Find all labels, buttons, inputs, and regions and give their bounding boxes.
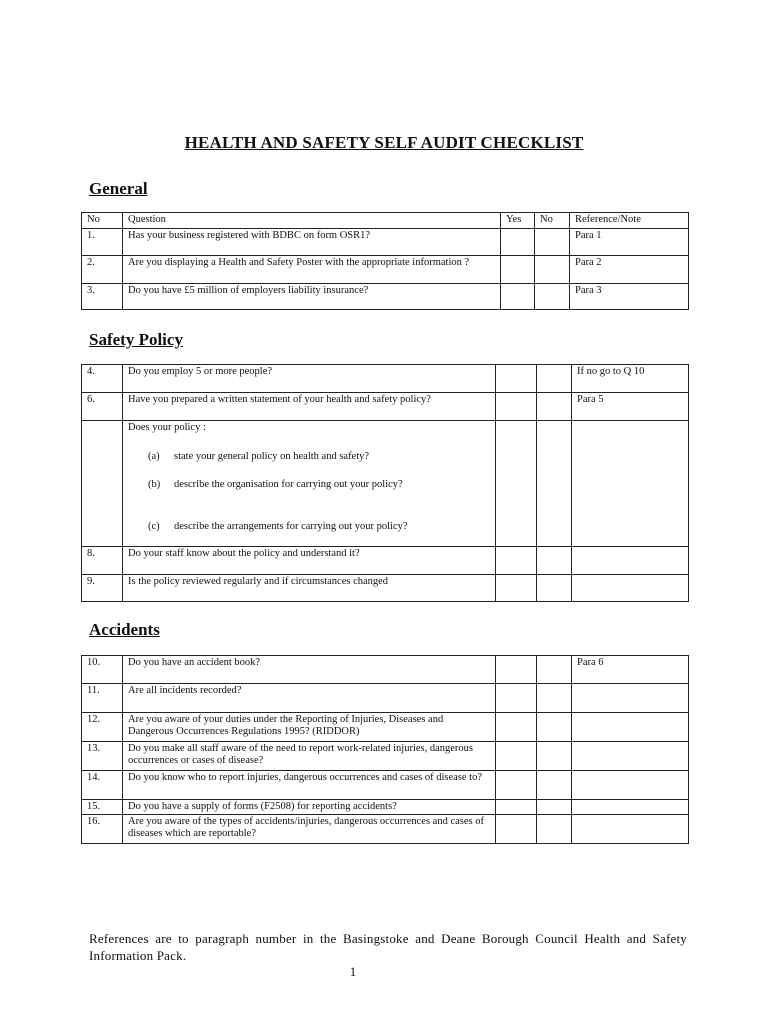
section-heading-safety-policy: Safety Policy — [89, 330, 183, 349]
yes-checkbox-cell[interactable] — [501, 229, 535, 256]
no-checkbox-cell[interactable] — [537, 656, 572, 684]
sub-item-text: state your general policy on health and safety? — [174, 451, 370, 462]
row-question: Do you know who to report injuries, dangerous occurrences and cases of disease to? — [123, 771, 496, 800]
row-question: Do you employ 5 or more people? — [123, 365, 496, 393]
general-checklist-table — [81, 212, 689, 310]
header-no-answer: No — [535, 213, 570, 229]
no-checkbox-cell[interactable] — [535, 256, 570, 284]
header-question: Question — [123, 213, 501, 229]
yes-checkbox-cell[interactable] — [496, 547, 537, 575]
row-question: Are you aware of the types of accidents/injuries, dangerous occurrences and cases of diseases which are reportable? — [123, 815, 496, 844]
header-yes: Yes — [501, 213, 535, 229]
row-reference: Para 3 — [570, 284, 689, 310]
row-reference — [572, 684, 689, 713]
table-row — [82, 656, 689, 684]
table-row — [82, 713, 689, 742]
table-row — [82, 365, 689, 393]
yes-checkbox-cell[interactable] — [496, 575, 537, 602]
no-checkbox-cell[interactable] — [537, 800, 572, 815]
yes-checkbox-cell[interactable] — [496, 713, 537, 742]
row-reference — [572, 815, 689, 844]
row-question: Do your staff know about the policy and understand it? — [123, 547, 496, 575]
yes-checkbox-cell[interactable] — [496, 742, 537, 771]
sub-item-letter: (b) — [148, 479, 161, 490]
yes-checkbox-cell[interactable] — [501, 284, 535, 310]
no-checkbox-cell[interactable] — [537, 713, 572, 742]
yes-checkbox-cell[interactable] — [496, 771, 537, 800]
no-checkbox-cell[interactable] — [535, 284, 570, 310]
table-row — [82, 575, 689, 602]
table-row — [82, 229, 689, 256]
table-row — [82, 393, 689, 421]
header-no: No — [82, 213, 123, 229]
table-row — [82, 284, 689, 310]
table-row — [82, 256, 689, 284]
row-number: 6. — [82, 393, 123, 421]
row-number: 12. — [82, 713, 123, 742]
table-row — [82, 771, 689, 800]
section-heading-accidents: Accidents — [89, 620, 160, 639]
yes-checkbox-cell[interactable] — [496, 393, 537, 421]
row-number: 15. — [82, 800, 123, 815]
row-question: Has your business registered with BDBC on form OSR1? — [123, 229, 501, 256]
policy-question-intro: Does your policy : — [128, 422, 206, 433]
table-row — [82, 815, 689, 844]
yes-checkbox-cell[interactable] — [496, 365, 537, 393]
row-reference — [572, 713, 689, 742]
row-number: 1. — [82, 229, 123, 256]
table-row — [82, 684, 689, 713]
row-reference — [572, 742, 689, 771]
row-question: Are all incidents recorded? — [123, 684, 496, 713]
row-number: 9. — [82, 575, 123, 602]
no-checkbox-cell[interactable] — [537, 547, 572, 575]
yes-checkbox-cell[interactable] — [496, 421, 537, 547]
no-checkbox-cell[interactable] — [537, 421, 572, 547]
row-question: Do you have a supply of forms (F2508) for reporting accidents? — [123, 800, 496, 815]
no-checkbox-cell[interactable] — [537, 393, 572, 421]
policy-sub-item — [128, 451, 491, 463]
row-reference: Para 2 — [570, 256, 689, 284]
yes-checkbox-cell[interactable] — [496, 684, 537, 713]
row-reference — [572, 771, 689, 800]
row-reference: Para 6 — [572, 656, 689, 684]
row-reference — [572, 547, 689, 575]
yes-checkbox-cell[interactable] — [496, 815, 537, 844]
sub-item-text: describe the arrangements for carrying out your policy? — [174, 521, 408, 532]
row-reference — [572, 800, 689, 815]
no-checkbox-cell[interactable] — [537, 815, 572, 844]
row-number: 10. — [82, 656, 123, 684]
row-reference: Para 5 — [572, 393, 689, 421]
accidents-checklist-table — [81, 655, 689, 844]
table-row — [82, 547, 689, 575]
table-row — [82, 800, 689, 815]
row-number: 4. — [82, 365, 123, 393]
references-footnote: References are to paragraph number in the Basingstoke and Deane Borough Council Health and Safety Information Pack. — [89, 931, 687, 963]
no-checkbox-cell[interactable] — [537, 771, 572, 800]
document-title: HEALTH AND SAFETY SELF AUDIT CHECKLIST — [184, 133, 584, 152]
sub-item-letter: (c) — [148, 521, 160, 532]
row-question: Are you displaying a Health and Safety Poster with the appropriate information ? — [123, 256, 501, 284]
row-number: 3. — [82, 284, 123, 310]
row-number: 8. — [82, 547, 123, 575]
row-question: Are you aware of your duties under the Reporting of Injuries, Diseases and Dangerous Occurrences Regulations 1995? (RIDDOR) — [123, 713, 496, 742]
yes-checkbox-cell[interactable] — [496, 800, 537, 815]
table-header-row — [82, 213, 689, 229]
yes-checkbox-cell[interactable] — [496, 656, 537, 684]
table-row — [82, 421, 689, 547]
section-heading-general: General — [89, 179, 148, 198]
row-number: 14. — [82, 771, 123, 800]
row-number: 16. — [82, 815, 123, 844]
header-reference: Reference/Note — [570, 213, 689, 229]
policy-sub-item — [128, 479, 491, 491]
sub-item-text: describe the organisation for carrying out your policy? — [174, 479, 403, 490]
row-question — [123, 421, 496, 547]
policy-sub-item — [128, 521, 491, 533]
row-question: Do you have £5 million of employers liability insurance? — [123, 284, 501, 310]
row-number: 11. — [82, 684, 123, 713]
row-reference — [572, 421, 689, 547]
safety-policy-checklist-table — [81, 364, 689, 602]
row-question: Do you have an accident book? — [123, 656, 496, 684]
row-question: Is the policy reviewed regularly and if circumstances changed — [123, 575, 496, 602]
row-reference — [572, 575, 689, 602]
row-number: 13. — [82, 742, 123, 771]
sub-item-letter: (a) — [148, 451, 160, 462]
table-row — [82, 742, 689, 771]
no-checkbox-cell[interactable] — [537, 742, 572, 771]
no-checkbox-cell[interactable] — [537, 575, 572, 602]
page-number: 1 — [349, 964, 357, 979]
no-checkbox-cell[interactable] — [537, 684, 572, 713]
no-checkbox-cell[interactable] — [535, 229, 570, 256]
row-question: Do you make all staff aware of the need to report work-related injuries, dangerous occurrences or cases of disease? — [123, 742, 496, 771]
row-number — [82, 421, 123, 547]
no-checkbox-cell[interactable] — [537, 365, 572, 393]
row-number: 2. — [82, 256, 123, 284]
row-reference: Para 1 — [570, 229, 689, 256]
row-question: Have you prepared a written statement of your health and safety policy? — [123, 393, 496, 421]
yes-checkbox-cell[interactable] — [501, 256, 535, 284]
row-reference: If no go to Q 10 — [572, 365, 689, 393]
